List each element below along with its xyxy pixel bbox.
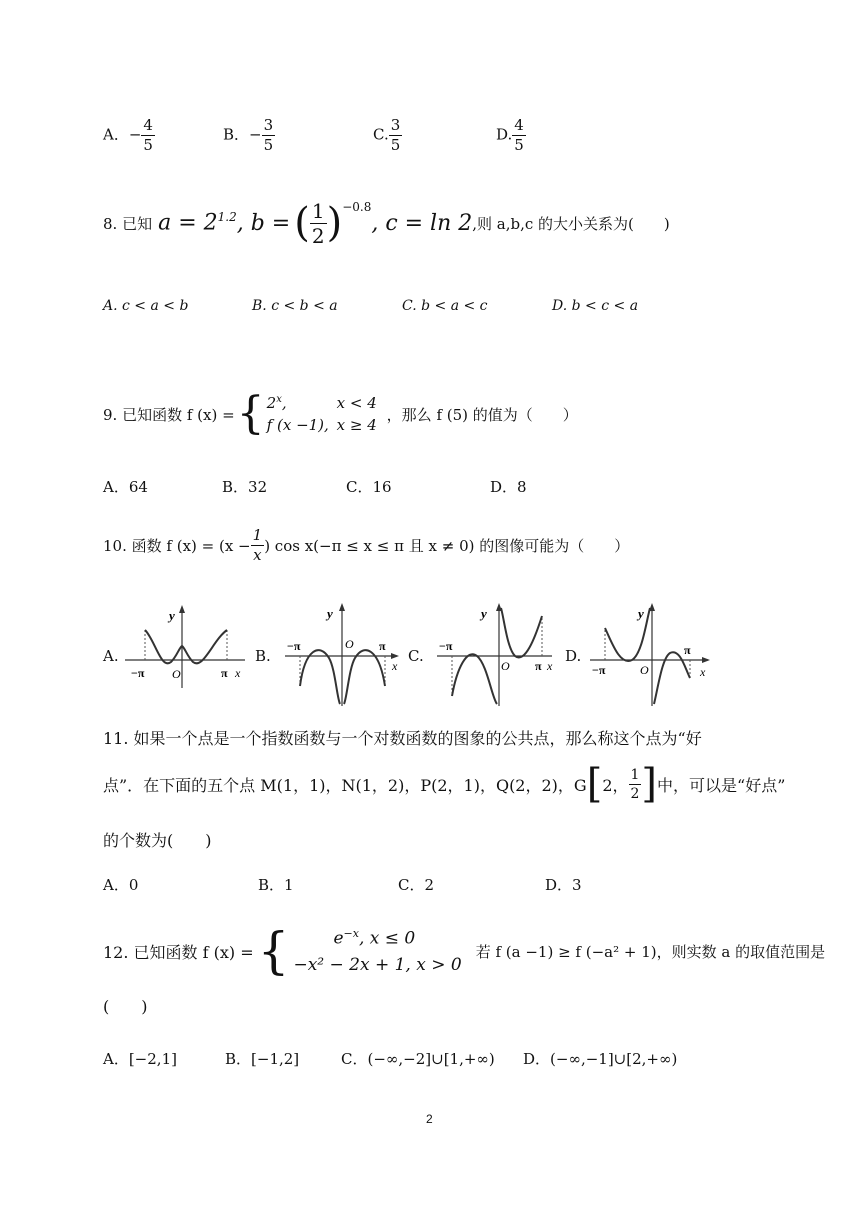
q7-option-b — [223, 118, 275, 153]
q11-g-den: 2 — [630, 785, 640, 802]
q11-option-b: B．1 — [258, 876, 294, 894]
q11-option-c: C．2 — [398, 876, 435, 894]
q10-label-c: C. — [408, 647, 424, 665]
q10-fraction — [251, 528, 265, 563]
q12-option-d: D．(−∞,−1]∪[2,+∞) — [523, 1050, 678, 1068]
q7-b-den: 5 — [263, 136, 274, 154]
q9-case1-expr: 2$^x$, — [266, 394, 287, 412]
q11-option-d: D．3 — [545, 876, 582, 894]
graph-a-x-label: x — [235, 666, 241, 680]
page-number: 2 — [426, 1112, 433, 1126]
graph-d-origin: O — [640, 663, 649, 677]
graph-d-y-label: y — [638, 606, 644, 621]
q7-option-c — [373, 118, 402, 153]
graph-c-curve-right — [501, 608, 542, 657]
q11-g-x: 2， — [602, 775, 629, 795]
q7-option-b-label: B． — [223, 125, 250, 144]
q11-g-right-bracket: ] — [641, 761, 658, 807]
q8-prefix: 8. 已知 — [103, 214, 153, 233]
q9-case2-cond: x ≥ 4 — [336, 416, 377, 434]
graph-a-curve — [145, 630, 227, 663]
q10-graph-a — [125, 600, 245, 690]
q10-label-d: D. — [565, 647, 582, 665]
q12-paren: ( ) — [103, 997, 148, 1016]
q11-line2-suffix: 中，可以是“好点” — [657, 775, 786, 795]
q10-stem — [103, 528, 629, 563]
q8-a-expression — [158, 210, 237, 235]
q11-line2 — [103, 761, 786, 807]
q7-c-num: 3 — [390, 116, 401, 134]
q7-a-den: 5 — [143, 136, 153, 154]
q10-prefix: 10. 函数 f (x) = (x − — [103, 537, 251, 555]
graph-b-origin: O — [345, 637, 354, 651]
q12-case1-cond: , x ≤ 0 — [358, 928, 416, 949]
graph-b-curve-right — [344, 650, 385, 704]
q12-case1 — [293, 927, 461, 949]
q9-brace: { — [236, 388, 265, 439]
graph-b-pi: π — [379, 639, 386, 653]
q8-b-exp: −0.8 — [342, 200, 372, 214]
graph-a-neg-pi: −π — [131, 666, 145, 680]
q7-option-c-label: C. — [373, 125, 389, 144]
graph-b-y-arrow — [339, 603, 345, 611]
graph-c-curve-left — [452, 654, 497, 704]
graph-d-x-arrow — [702, 657, 710, 663]
q10-suffix: ) cos x(−π ≤ x ≤ π 且 x ≠ 0) 的图像可能为（ ） — [264, 537, 630, 555]
q10-label-b: B. — [255, 647, 271, 665]
graph-c-origin: O — [501, 659, 510, 673]
q9-case1-base: 2 — [266, 394, 277, 412]
q11-g-num: 1 — [630, 766, 640, 783]
q9-option-d: D．8 — [490, 478, 527, 496]
q7-option-d-label: D. — [496, 125, 513, 144]
graph-a-y-label: y — [169, 608, 175, 623]
q12-brace: { — [257, 922, 290, 980]
q8-c-eq: , c = ln 2 — [371, 210, 473, 236]
q12-option-c: C．(−∞,−2]∪[1,+∞) — [341, 1050, 495, 1068]
q9-case2-expr: f (x −1), — [266, 416, 329, 434]
q7-option-b-fraction — [262, 118, 276, 153]
q8-b-eq: , b = — [236, 210, 291, 236]
q12-case1-base: e — [333, 928, 344, 949]
q12-case2: −x² − 2x + 1, x > 0 — [293, 954, 462, 975]
q10-graph-d — [590, 598, 715, 708]
q8-suffix: ,则 a,b,c 的大小关系为( ) — [472, 214, 670, 233]
q9-option-a: A．64 — [103, 478, 148, 496]
q8-a-exp: 1.2 — [217, 210, 237, 225]
q9-cases — [267, 394, 387, 434]
q7-d-num: 4 — [514, 116, 524, 134]
graph-b-curve-left — [300, 650, 340, 704]
q8-stem — [103, 200, 670, 246]
q11-g-left-bracket: [ — [586, 761, 603, 807]
q7-option-a — [103, 118, 155, 153]
q7-option-a-label: A． — [103, 125, 129, 144]
q8-b-num: 1 — [311, 198, 325, 223]
q12-prefix: 12. 已知函数 f (x) = — [103, 942, 254, 962]
graph-a-y-arrow — [179, 605, 185, 613]
q9-prefix: 9. 已知函数 f (x) = — [103, 405, 235, 424]
q11-line3: 的个数为( ) — [103, 831, 212, 850]
q8-option-a: A. c < a < b — [103, 298, 189, 314]
q7-option-b-sign: − — [249, 125, 262, 144]
q7-option-a-sign: − — [128, 125, 142, 144]
q7-b-num: 3 — [263, 116, 274, 134]
q10-frac-den: x — [253, 546, 262, 564]
q8-option-d: D. b < c < a — [552, 298, 639, 314]
q7-d-den: 5 — [514, 136, 524, 154]
q8-left-paren: ( — [294, 200, 310, 246]
q7-option-d — [496, 118, 526, 153]
graph-b-x-label: x — [392, 659, 398, 673]
q9-case1-cond: x < 4 — [336, 394, 377, 412]
q8-b-den: 2 — [311, 223, 325, 248]
q8-right-paren: ) — [326, 200, 343, 246]
graph-c-x-label: x — [547, 659, 553, 673]
q12-case1-exp: −x — [343, 927, 359, 941]
q9-stem — [103, 388, 578, 439]
graph-b-neg-pi: −π — [287, 639, 301, 653]
q11-option-a: A．0 — [103, 876, 139, 894]
q10-graph-b — [285, 598, 405, 708]
q7-option-c-fraction — [389, 118, 403, 153]
graph-c-pi: π — [535, 659, 542, 673]
q8-option-b: B. c < b < a — [252, 298, 338, 314]
q12-cases — [293, 927, 461, 975]
q9-option-c: C．16 — [346, 478, 392, 496]
q9-case1-exp: x — [276, 394, 282, 405]
q12-stem — [103, 922, 826, 980]
graph-c-neg-pi: −π — [439, 639, 453, 653]
q7-a-num: 4 — [143, 116, 153, 134]
q11-g-fraction — [629, 768, 642, 801]
q11-line1: 11. 如果一个点是一个指数函数与一个对数函数的图象的公共点，那么称这个点为“好 — [103, 729, 702, 748]
graph-a-pi: π — [221, 666, 228, 680]
graph-d-neg-pi: −π — [592, 663, 606, 677]
q7-c-den: 5 — [390, 136, 401, 154]
q9-suffix: ，那么 f (5) 的值为（ ） — [386, 405, 578, 424]
graph-a-origin: O — [172, 667, 181, 681]
q10-graph-c — [437, 598, 557, 708]
graph-d-x-label: x — [700, 665, 706, 679]
q12-option-a: A．[−2,1] — [103, 1050, 177, 1068]
q7-option-a-fraction — [141, 118, 155, 153]
q10-frac-num: 1 — [252, 526, 263, 544]
graph-d-pi: π — [684, 643, 691, 657]
q11-line2-prefix: 点”．在下面的五个点 M(1，1)，N(1，2)，P(2，1)，Q(2，2)，G — [103, 775, 587, 795]
q12-option-b: B．[−1,2] — [225, 1050, 300, 1068]
q10-label-a: A. — [103, 647, 119, 665]
graph-c-y-label: y — [481, 606, 487, 621]
q8-option-c: C. b < a < c — [402, 298, 488, 314]
graph-b-y-label: y — [327, 606, 333, 621]
q8-b-fraction — [310, 198, 327, 248]
q9-option-b: B．32 — [222, 478, 268, 496]
q7-option-d-fraction — [512, 118, 526, 153]
q12-condition: 若 f (a −1) ≥ f (−a² + 1)，则实数 a 的取值范围是 — [475, 942, 826, 961]
q8-a-eq: a = 2 — [158, 210, 218, 236]
